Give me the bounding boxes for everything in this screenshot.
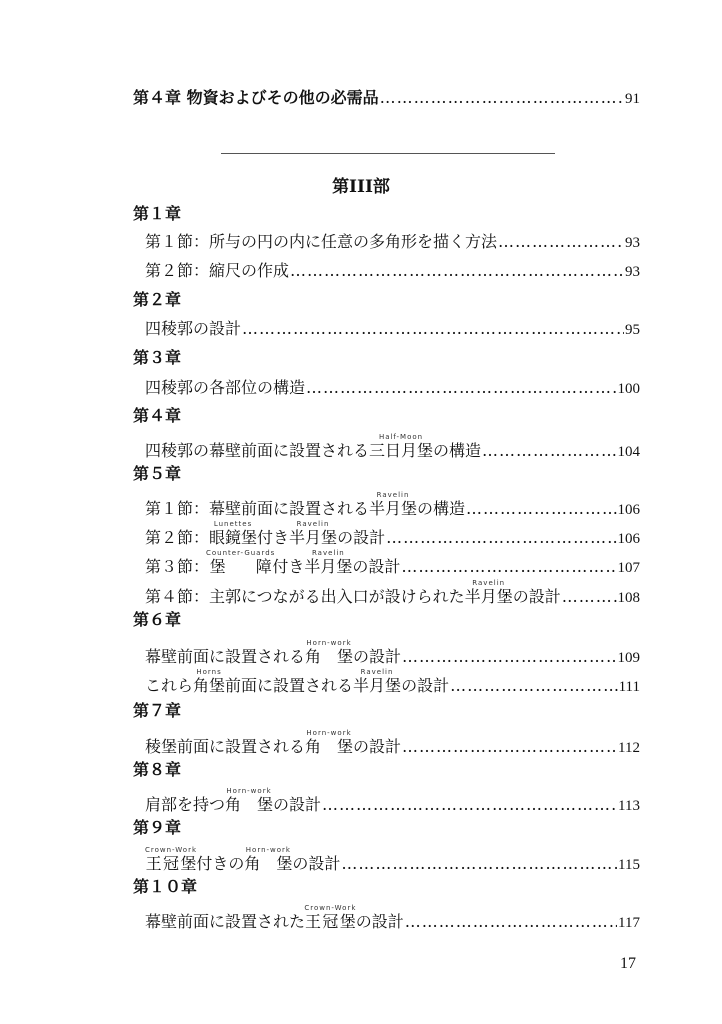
- ruby-term: 角 堡Horn-work: [305, 639, 354, 666]
- toc-entry: [145, 639, 640, 665]
- entry-page: 107: [617, 560, 640, 576]
- ruby-term: 三日月堡Half-Moon: [369, 433, 434, 460]
- chapter-8-heading: 第８章: [133, 760, 182, 779]
- toc-entry: [145, 520, 640, 546]
- entry-title: 第１節：所与の円の内に任意の多角形を描く方法: [145, 232, 498, 251]
- entry-page: 108: [617, 590, 640, 606]
- entry-title: 第１節：幕壁前面に設置される半月堡Ravelinの構造: [145, 491, 466, 518]
- ruby-term: 半月堡Ravelin: [304, 549, 353, 576]
- section-divider: [221, 153, 555, 154]
- chapter-9-heading: 第９章: [133, 818, 182, 837]
- toc-entry: [145, 316, 640, 342]
- dot-leader: [466, 496, 616, 522]
- ruby-term: 角 堡Horn-work: [225, 787, 274, 814]
- entry-page: 100: [617, 381, 640, 397]
- entry-page: 109: [617, 650, 640, 666]
- ruby-term: 半月堡Ravelin: [289, 520, 338, 547]
- dot-leader: [402, 644, 616, 670]
- toc-entry: [145, 229, 640, 255]
- dot-leader: [290, 258, 624, 284]
- ruby-term: 半月堡Ravelin: [369, 491, 418, 518]
- page-number: 17: [620, 955, 636, 972]
- chapter-6-heading: 第６章: [133, 610, 182, 629]
- dot-leader: [498, 229, 624, 255]
- chapter-1-heading: 第１章: [133, 204, 182, 223]
- entry-page: 115: [618, 857, 640, 873]
- ruby-term: 堡 障Counter-Guards: [206, 549, 276, 576]
- ruby-term: 王冠堡Crown-Work: [304, 904, 357, 931]
- toc-entry-ch4-supplies: [133, 85, 640, 111]
- toc-entry: [145, 375, 640, 401]
- dot-leader: [405, 909, 617, 935]
- toc-entry: [145, 433, 640, 459]
- dot-leader: [401, 554, 616, 580]
- toc-entry: [145, 491, 640, 517]
- ruby-term: 角 堡Horn-work: [305, 729, 354, 756]
- ruby-term: 角堡Horns: [193, 668, 226, 695]
- dot-leader: [341, 851, 617, 877]
- entry-page: 106: [617, 502, 640, 518]
- entry-title: 第４節：主郭につながる出入口が設けられた半月堡Ravelinの設計: [145, 579, 561, 606]
- dot-leader: [482, 438, 616, 464]
- entry-title: 四稜郭の設計: [145, 319, 242, 338]
- entry-title: 四稜郭の各部位の構造: [145, 378, 306, 397]
- toc-entry: [145, 579, 640, 605]
- entry-page: 104: [617, 444, 640, 460]
- chapter-5-heading: 第５章: [133, 464, 182, 483]
- entry-title: 第３節：堡 障Counter-Guards付き半月堡Ravelinの設計: [145, 549, 401, 576]
- entry-title: 幕壁前面に設置される角 堡Horn-workの設計: [145, 639, 402, 666]
- entry-title: 肩部を持つ角 堡Horn-workの設計: [145, 787, 322, 814]
- entry-page: 93: [625, 264, 640, 280]
- part-title: 第III部: [332, 177, 390, 197]
- dot-leader: [402, 734, 617, 760]
- entry-page: 113: [618, 798, 640, 814]
- entry-title: 第４章 物資およびその他の必需品: [133, 88, 379, 107]
- entry-page: 93: [625, 235, 640, 251]
- dot-leader: [322, 792, 617, 818]
- entry-page: 95: [625, 322, 640, 338]
- entry-page: 111: [618, 679, 640, 695]
- entry-title: 四稜郭の幕壁前面に設置される三日月堡Half-Moonの構造: [145, 433, 482, 460]
- entry-page: 117: [618, 915, 640, 931]
- ruby-term: 半月堡Ravelin: [353, 668, 402, 695]
- toc-entry: [145, 846, 640, 872]
- chapter-10-heading: 第１０章: [133, 877, 198, 896]
- toc-entry: [145, 729, 640, 755]
- entry-title: 王冠堡Crown-Work付きの角 堡Horn-workの設計: [145, 846, 341, 873]
- entry-title: これら角堡Horns前面に設置される半月堡Ravelinの設計: [145, 668, 450, 695]
- chapter-3-heading: 第３章: [133, 348, 182, 367]
- ruby-term: 半月堡Ravelin: [464, 579, 513, 606]
- chapter-2-heading: 第２章: [133, 290, 182, 309]
- ruby-term: 王冠堡Crown-Work: [145, 846, 198, 873]
- dot-leader: [306, 375, 616, 401]
- chapter-7-heading: 第７章: [133, 701, 182, 720]
- entry-title: 幕壁前面に設置された王冠堡Crown-Workの設計: [145, 904, 404, 931]
- entry-page: 106: [617, 531, 640, 547]
- dot-leader: [380, 85, 624, 111]
- entry-page: 112: [618, 740, 640, 756]
- toc-entry: [145, 904, 640, 930]
- chapter-4-heading: 第４章: [133, 406, 182, 425]
- toc-entry: [145, 549, 640, 575]
- toc-entry: [145, 668, 640, 694]
- toc-entry: [145, 258, 640, 284]
- dot-leader: [562, 584, 617, 610]
- dot-leader: [450, 673, 618, 699]
- entry-page: 91: [625, 91, 640, 107]
- ruby-term: 眼鏡堡Lunettes: [209, 520, 258, 547]
- toc-entry: [145, 787, 640, 813]
- entry-title: 第２節：縮尺の作成: [145, 261, 290, 280]
- entry-title: 第２節：眼鏡堡Lunettes付き半月堡Ravelinの設計: [145, 520, 386, 547]
- ruby-term: 角 堡Horn-work: [244, 846, 293, 873]
- dot-leader: [242, 316, 624, 342]
- entry-title: 稜堡前面に設置される角 堡Horn-workの設計: [145, 729, 402, 756]
- dot-leader: [386, 525, 616, 551]
